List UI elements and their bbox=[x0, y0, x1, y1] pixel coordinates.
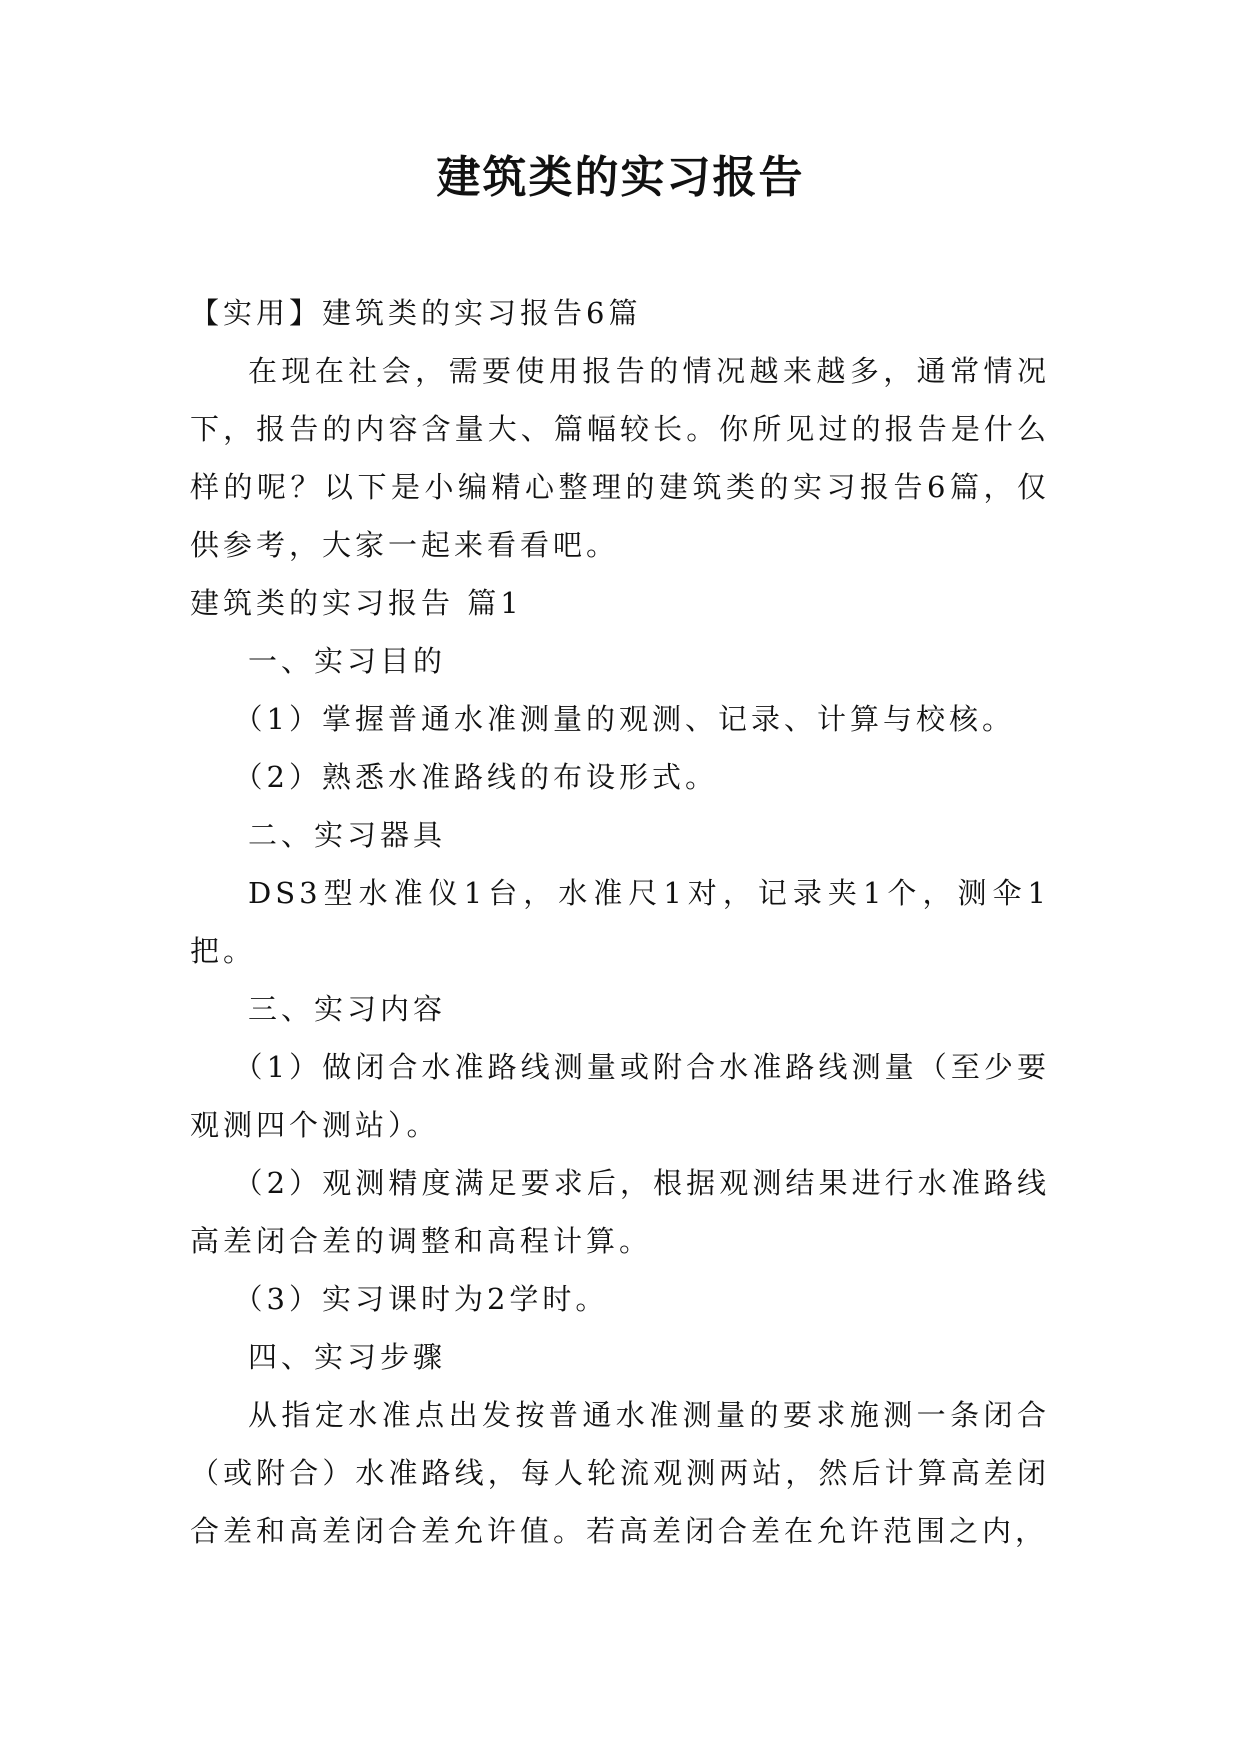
content-item-1: （1）做闭合水准路线测量或附合水准路线测量（至少要观测四个测站）。 bbox=[190, 1050, 1050, 1142]
heading-content: 三、实习内容 bbox=[248, 992, 447, 1026]
heading-steps: 四、实习步骤 bbox=[248, 1340, 447, 1374]
steps-paragraph: 从指定水准点出发按普通水准测量的要求施测一条闭合（或附合）水准路线，每人轮流观测两站，然后计算高差闭合差和高差闭合差允许值。若高差闭合差在允许范围之内， bbox=[190, 1398, 1050, 1548]
purpose-item-1: （1）掌握普通水准测量的观测、记录、计算与校核。 bbox=[233, 702, 1015, 736]
document-body bbox=[190, 284, 1050, 1560]
content-item-2: （2）观测精度满足要求后，根据观测结果进行水准路线高差闭合差的调整和高程计算。 bbox=[190, 1166, 1050, 1258]
subtitle-line: 【实用】建筑类的实习报告6篇 bbox=[190, 296, 642, 330]
heading-equipment: 二、实习器具 bbox=[248, 818, 447, 852]
intro-paragraph: 在现在社会，需要使用报告的情况越来越多，通常情况下，报告的内容含量大、篇幅较长。你所见过的报告是什么样的呢？以下是小编精心整理的建筑类的实习报告6篇，仅供参考，大家一起来看看吧。 bbox=[190, 354, 1050, 562]
section-heading-report-1: 建筑类的实习报告 篇1 bbox=[190, 586, 523, 620]
equipment-paragraph: DS3型水准仪1台，水准尺1对，记录夹1个，测伞1把。 bbox=[190, 876, 1050, 968]
document-title: 建筑类的实习报告 bbox=[436, 152, 805, 203]
content-item-3: （3）实习课时为2学时。 bbox=[233, 1282, 609, 1316]
heading-purpose: 一、实习目的 bbox=[248, 644, 447, 678]
purpose-item-2: （2）熟悉水准路线的布设形式。 bbox=[233, 760, 718, 794]
